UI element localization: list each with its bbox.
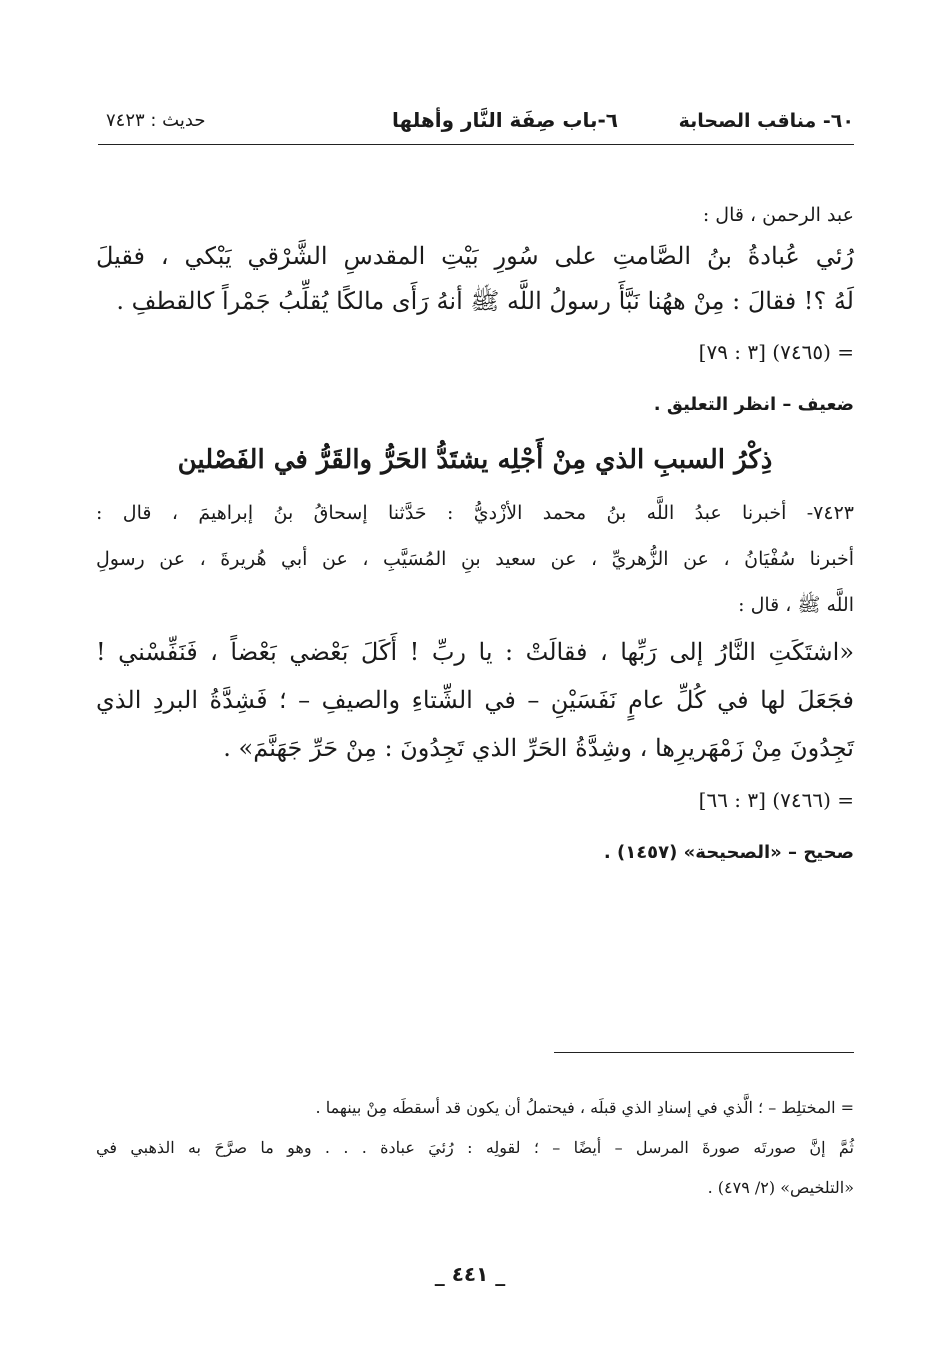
header-hadith-ref: حديث : ٧٤٢٣ [106,110,206,131]
footnote-line-3: «التلخيص» (٢/ ٤٧٩) . [707,1178,854,1197]
footnotes [96,1088,854,1208]
running-header [98,104,854,145]
quote-line-2: لَهُ ؟! فقالَ : مِنْ ههُنا نَبَّأَ رسولُ اللَّه ﷺ أنهُ رَأَى مالكًا يُقلِّبُ جَمْراً كالقطفِ . [116,287,854,315]
header-chapter: ٦٠- مناقب الصحابة [678,110,854,132]
grade-2: صحيح – «الصحيحة» (١٤٥٧) . [603,842,854,863]
grade-1: ضعيف – انظر التعليق . [653,394,854,415]
hadith-line-3: تَجِدُونَ مِنْ زَمْهَريرِها ، وشِدَّةُ الحَرِّ الذي تَجِدُونَ : مِنْ حَرِّ جَهَنَّمَ» . [223,734,854,762]
hadith-line-1: «اشتَكَتِ النَّارُ إلى رَبِّها ، فقالَتْ : يا ربِّ ! أَكَلَ بَعْضي بَعْضاً ، فَنَفِّسْني ! [96,638,854,666]
isnad-line-3: اللَّه ﷺ ، قال : [738,594,854,616]
main-text [96,196,854,878]
cross-reference-1: = (٧٤٦٥) [٣ : ٧٩] [698,340,854,364]
isnad-line-2: أخبرنا سُفْيَانُ ، عن الزُّهريِّ ، عن سعيد بنِ المُسَيَّبِ ، عن أبي هُريرةَ ، عن رسولِ [96,548,854,570]
isnad-line-1: ٧٤٢٣- أخبرنا عبدُ اللَّه بنُ محمد الأزْديُّ : حَدَّثنا إسحاقُ بنُ إبراهيمَ ، قال : [96,502,854,524]
quote-line-1: رُئي عُبادةُ بنُ الصَّامتِ على سُورِ بَيْتِ المقدسِ الشَّرْقي يَبْكي ، فقيلَ [96,242,854,270]
footnote-divider [554,1052,854,1053]
page-number: _ ٤٤١ _ [434,1262,506,1286]
cross-reference-2: = (٧٤٦٦) [٣ : ٦٦] [698,788,854,812]
intro-line: عبد الرحمن ، قال : [702,204,854,226]
footnote-line-2: ثُمَّ إنَّ صورتَه صورةَ المرسل – أيضًا – ؛ لقولِه : رُئيَ عبادة . . . وهو ما صرَّحَ به الذهبي في [96,1138,854,1157]
section-title: ذِكْرُ السببِ الذي مِنْ أَجْلِه يشتَدُّ الحَرُّ والقَرُّ في الفَصْلين [177,445,773,475]
header-section: ٦-باب صِفَة النَّار وأهلها [392,108,618,132]
footnote-line-1: = المختلِط – ؛ الَّذي في إسنادِ الذي قبلَه ، فيحتملُ أن يكون قد أسقطَه مِنْ بينهما . [315,1098,854,1117]
hadith-line-2: فجَعَلَ لها في كُلِّ عامٍ نَفَسَيْنِ – في الشِّتاءِ والصيفِ – ؛ فَشِدَّةُ البردِ الذي [96,686,854,714]
